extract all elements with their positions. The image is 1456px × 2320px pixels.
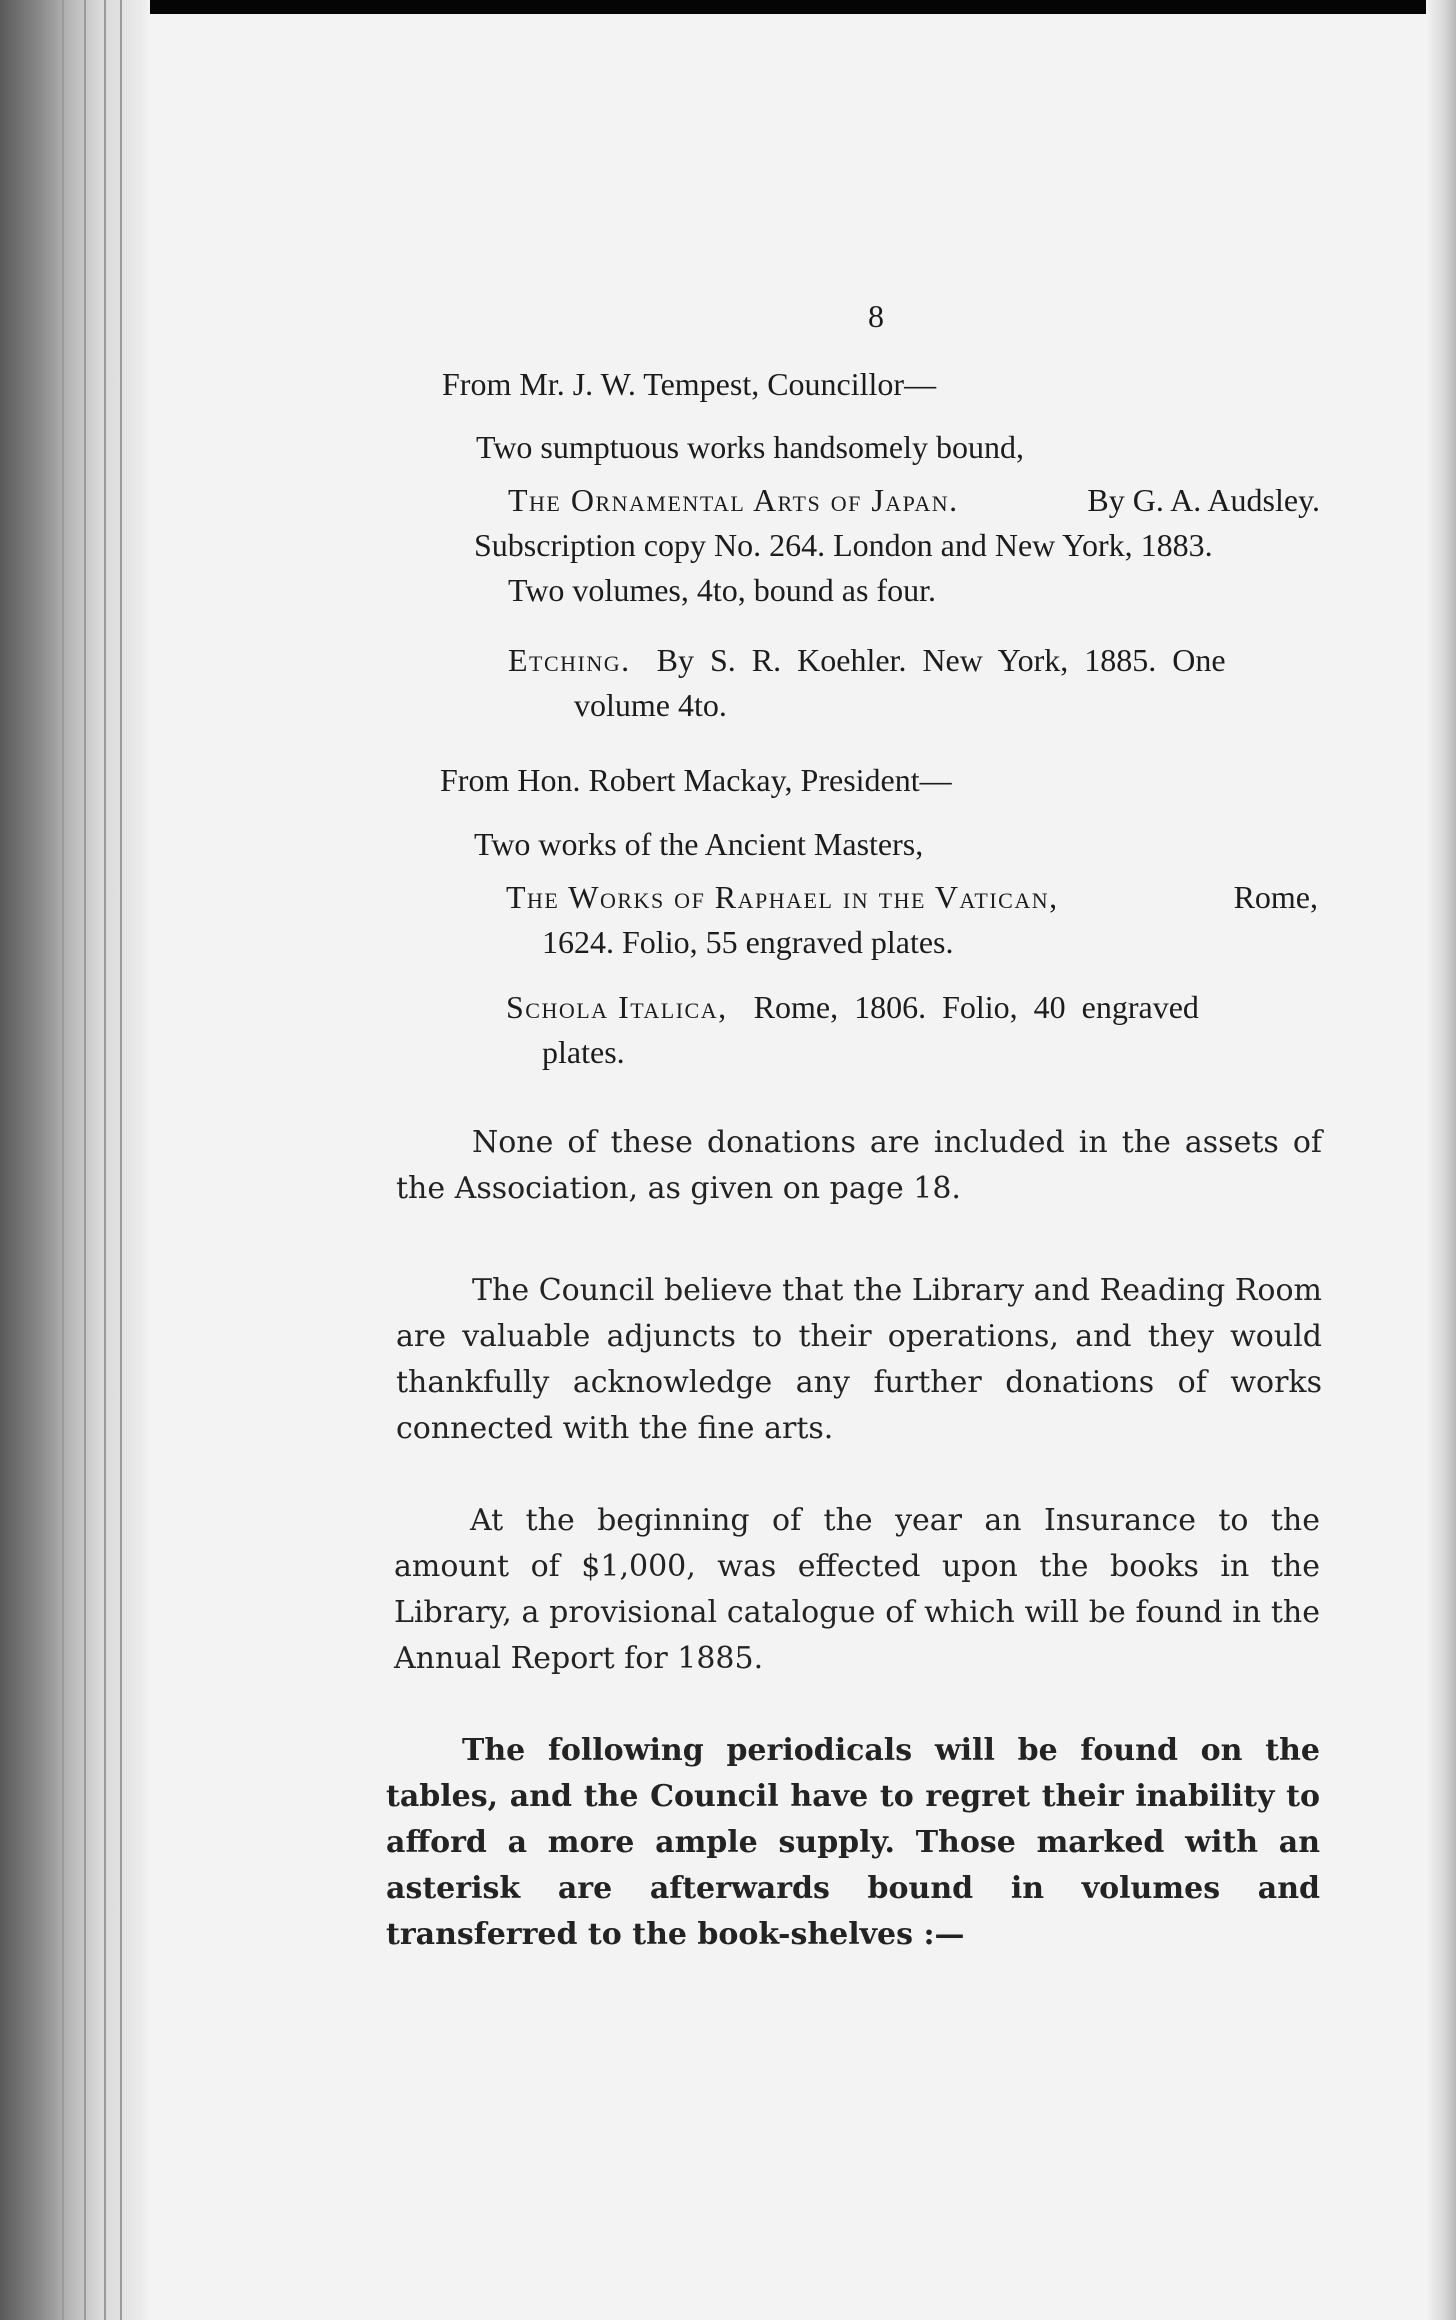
page-edge-line [84, 0, 86, 2320]
book-entry-line [506, 985, 1199, 1030]
paragraph-library-note: The Council believe that the Library and Reading Room are valuable adjuncts to their operations, and they would thankfully acknowledge any further donations of works connected with the fine arts. [396, 1273, 1322, 1446]
paragraph-periodicals-note: The following periodicals will be found on the tables, and the Council have to regret their inability to afford a more ample supply. Those marked with an asterisk are afterwards bound in volumes and transferred to the book-shelves :— [386, 1733, 1320, 1952]
book-entry-line [508, 478, 1320, 523]
book-location: Rome, [1233, 879, 1318, 915]
book-title: The Works of Raphael in the Vatican, [506, 879, 1059, 915]
book-details: 1624. Folio, 55 engraved plates. [542, 924, 954, 960]
book-details: plates. [542, 1034, 625, 1070]
book-details: Subscription copy No. 264. London and New York, 1883. [474, 527, 1213, 563]
book-entry-line [506, 875, 1318, 920]
book-title: The Ornamental Arts of Japan. [508, 482, 959, 518]
book-details: Two volumes, 4to, bound as four. [508, 572, 936, 608]
page-number: 8 [868, 298, 884, 334]
page-edge-line [62, 0, 64, 2320]
donation-intro: Two sumptuous works handsomely bound, [476, 429, 1024, 465]
donation-intro: Two works of the Ancient Masters, [474, 826, 924, 862]
book-author: By S. R. Koehler. New York, 1885. One [656, 642, 1226, 678]
page-edge-line [104, 0, 106, 2320]
book-spine-edge [0, 0, 150, 2320]
book-title: Schola Italica, [506, 989, 728, 1025]
page-right-edge [1426, 0, 1456, 2320]
donor-heading: From Mr. J. W. Tempest, Councillor— [442, 366, 937, 402]
page-edge-line [120, 0, 122, 2320]
book-details: Rome, 1806. Folio, 40 engraved [753, 989, 1199, 1025]
donor-heading: From Hon. Robert Mackay, President— [440, 762, 952, 798]
book-entry-line [508, 638, 1226, 683]
scan-top-border [0, 0, 1456, 14]
paragraph-donations-note: None of these donations are included in the assets of the Association, as given on page 18. [396, 1125, 1322, 1206]
paragraph-insurance-note: At the beginning of the year an Insurance to the amount of $1,000, was effected upon the books in the Library, a provisional catalogue of which will be found in the Annual Report for 1885. [394, 1503, 1320, 1676]
book-author: By G. A. Audsley. [1087, 482, 1320, 518]
book-title: Etching. [508, 642, 631, 678]
book-details: volume 4to. [574, 687, 727, 723]
